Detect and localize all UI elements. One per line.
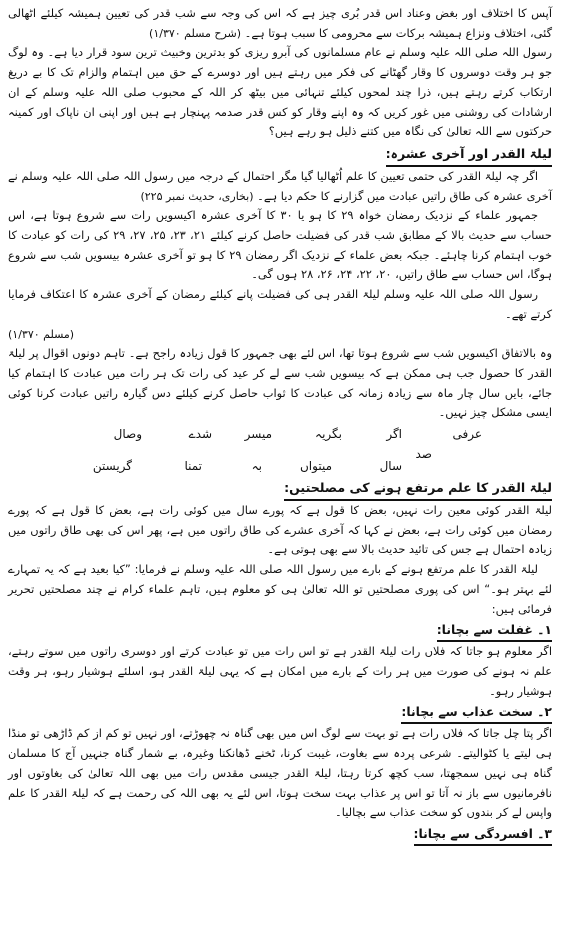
- persian-verse: [8, 425, 552, 474]
- section1-paragraph-1: [8, 167, 552, 206]
- verse-word: عرفی: [452, 427, 482, 442]
- verse-word: بگریہ: [315, 427, 342, 442]
- wisdom-item-heading: ۳۔ افسردگی سے بچانا:: [414, 823, 553, 846]
- verse-word: میسر: [244, 427, 272, 442]
- verse-word: صد: [415, 447, 432, 462]
- section1-reference-3: (مسلم ۱/۳۷۰): [8, 327, 75, 341]
- section1-paragraph-2: جمہور علماء کے نزدیک رمضان خواہ ۲۹ کا ہو یا ۳۰ کا آخری عشرہ اکیسویں رات سے شروع ہوتا ہے، اس حساب سے حدیث بالا کے مطابق شب قدر کی فضیلت حاصل کرنے کیلئے ۲۱، ۲۳، ۲۵، ۲۷، ۲۹ کی رات کو عبادت کا خوب اہتمام کرنا چاہئے۔ جبکہ بعض علماء کے نزدیک اگر رمضان ۲۹ کا ہو تو آخری عشرہ بیسویں شب سے شروع ہوگا، اس حساب سے طاق راتیں، ۲۰، ۲۲، ۲۴، ۲۶، ۲۸ ہوں گی۔: [8, 208, 552, 282]
- section2-paragraph-1: لیلۃ القدر کوئی معین رات نہیں، بعض کا قول ہے کہ پورے سال میں کوئی رات ہے، بعض کا قول ہے کہ پورے رمضان میں کوئی رات ہے، بعض نے کہا کہ آخری عشرے کی طاق راتوں میں ہے، پھر اس کی بھی طاق راتوں میں زیادہ احتمال ہے جس کی تائید حدیث بالا سے بھی ہوتی ہے۔: [8, 503, 552, 557]
- section1-reference-3-row: [8, 325, 552, 345]
- verse-word: اگر: [386, 427, 402, 442]
- verse-word: شدے: [188, 427, 212, 442]
- wisdom-item-heading: ۱۔ غفلت سے بچانا:: [437, 619, 552, 642]
- verse-word: وصال: [113, 427, 142, 442]
- verse-word: بہ: [251, 459, 262, 474]
- wisdom-item: [8, 701, 552, 823]
- verse-word: سال: [379, 459, 402, 474]
- section1-paragraph-3: رسول اللہ صلی اللہ علیہ وسلم لیلۃ القدر ہی کی فضیلت پانے کیلئے رمضان کے آخری عشرہ کا اعتکاف فرمایا کرتے تھے۔: [8, 287, 552, 321]
- section1-reference-1: (بخاری، حدیث نمبر ۲۲۵): [140, 189, 254, 203]
- wisdom-item-text: اگر پتا چل جاتا کہ فلاں رات ہے تو بہت سے لوگ اس میں بھی گناہ نہ چھوڑتے، اور نہیں تو کم از کم ڈاڑھی تو منڈا ہی لیتے یا کٹوالیتے۔ شرعی پردہ سے بغاوت، غیبت کرنا، ٹخنے ڈھانکنا وغیرہ، بے شمار گناہ جنہیں آج کا مسلمان گناہ ہی نہیں سمجھتا، سب کچھ کرتا رہتا، لیلۃ القدر جیسی مقدس رات میں بھی اللہ تعالیٰ کی بغاوتوں اور نافرمانیوں سے باز نہ آتا تو اس پر عذاب بہت سخت ہوتا، اس لئے یہ بھی اللہ کی رحمت ہے کہ لیلۃ القدر کا علم واپس لے کر بندوں کو سخت عذاب سے بچالیا۔: [8, 726, 552, 820]
- intro-text-1: آپس کا اختلاف اور بغض وعناد اس قدر بُری چیز ہے کہ اس کی وجہ سے شب قدر کی تعیین ہمیشہ کیلئے اٹھالی گئی، اختلاف ونزاع ہمیشہ برکات سے محرومی کا سبب ہوتا ہے۔: [8, 6, 552, 40]
- section-heading-last-ten-nights: لیلۃ القدر اور آخری عشرہ:: [386, 143, 552, 167]
- wisdom-item-heading: ۲۔ سخت عذاب سے بچانا:: [401, 701, 552, 724]
- section-heading-wisdom: لیلۃ القدر کا علم مرتفع ہونے کی مصلحتیں:: [284, 477, 552, 501]
- section1-text-1: اگر چہ لیلۃ القدر کی حتمی تعیین کا علم اُٹھالیا گیا مگر احتمال کے درجہ میں رسول اللہ صلی اللہ علیہ وسلم نے آخری عشرہ کی طاق راتیں عبادت میں گزارنے کا حکم دیا ہے۔: [8, 168, 552, 203]
- intro-paragraph-1: [8, 4, 552, 43]
- wisdom-item: [8, 823, 552, 846]
- wisdom-item-text: اگر معلوم ہو جاتا کہ فلاں رات لیلۃ القدر ہے تو اس رات میں تو عبادت کرتے اور دوسری راتوں میں سوتے رہتے، علم نہ ہونے کی صورت میں ہر رات کے بارے میں امکان ہے کہ یہی لیلۃ القدر ہو، اسلئے ہوشیار رہو، ہر وقت ہوشیار رہو۔: [8, 644, 552, 698]
- section1-paragraph-4: وہ بالاتفاق اکیسویں شب سے شروع ہوتا تھا، اس لئے بھی جمہور کا قول زیادہ راجح ہے۔ تاہم دونوں اقوال پر لیلۃ القدر کا حصول جب ہی ممکن ہے کہ بیسویں شب سے لے کر عید کی رات تک ہر رات میں عبادت کا اہتمام کیا جائے، بایں سال چار ماہ سے زیادہ زمانہ کی عبادت کا ثواب حاصل کرنے کیلئے دس گیارہ راتیں عبادت کرنا کوئی ایسی مشکل چیز نہیں۔: [8, 346, 552, 420]
- section2-paragraph-2: لیلۃ القدر کا علم مرتفع ہونے کے بارے میں رسول اللہ صلی اللہ علیہ وسلم نے فرمایا: ”کیا بعید ہے کہ یہ تمہارے لئے بہتر ہو۔“ اس کی پوری مصلحتیں تو اللہ تعالیٰ ہی کو معلوم ہیں، تاہم علماء کرام نے چند مصلحتیں تحریر فرمائی ہیں:: [8, 562, 552, 616]
- wisdom-item: [8, 619, 552, 701]
- verse-word: تمنا: [184, 459, 202, 474]
- verse-word: گریستن: [92, 459, 132, 474]
- verse-word: میتواں: [299, 459, 332, 474]
- intro-reference-1: (شرح مسلم ۱/۳۷۰): [149, 26, 242, 40]
- intro-paragraph-2: رسول اللہ صلی اللہ علیہ وسلم نے عام مسلمانوں کی آبرو ریزی کو بدترین وخبیث ترین سود قرار دیا ہے۔ وہ لوگ جو ہر وقت دوسروں کا وقار گھٹانے کی فکر میں رہتے ہیں اور دوسرے کے حق میں اہتمام والزام تک کا بے دریغ ارتکاب کرتے رہتے ہیں، ذرا چند لمحوں کیلئے تنہائی میں بیٹھ کر اللہ کے محبوب صلی اللہ علیہ وسلم کے ان ارشادات کی روشنی میں غور کریں کہ وہ اپنے وقار کو کس قدر صدمہ پہنچار ہے ہیں اور اپنی ان ناپاک اور کمینہ حرکتوں سے اللہ تعالیٰ کی نگاہ میں کتنے ذلیل ہو رہے ہیں؟: [8, 45, 552, 139]
